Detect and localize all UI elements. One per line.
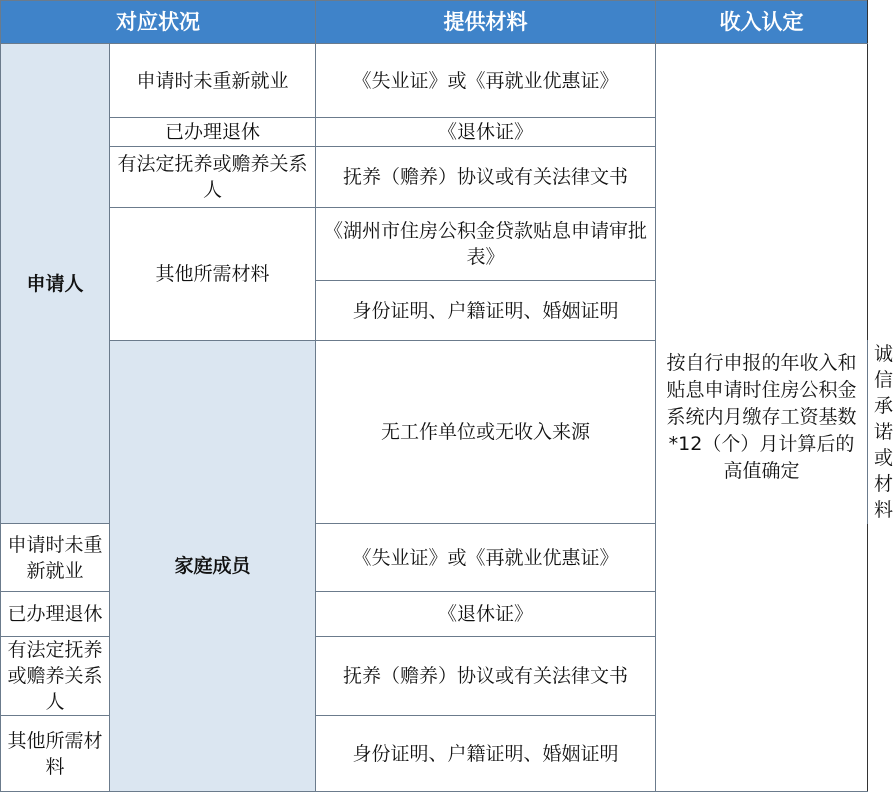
- situation-cell: 其他所需材料: [110, 208, 316, 341]
- group-family: 家庭成员: [110, 341, 316, 792]
- material-cell: 《失业证》或《再就业优惠证》: [316, 44, 656, 118]
- material-cell: 《湖州市住房公积金贷款贴息申请审批表》: [316, 208, 656, 281]
- material-cell: 抚养（赡养）协议或有关法律文书: [316, 147, 656, 208]
- situation-cell: 申请时未重新就业: [1, 524, 110, 592]
- material-cell: 《退休证》: [316, 592, 656, 637]
- situation-cell: 申请时未重新就业: [110, 44, 316, 118]
- situation-cell: 有法定抚养或赡养关系人: [1, 637, 110, 716]
- group-applicant: 申请人: [1, 44, 110, 524]
- header-situation: 对应状况: [1, 1, 316, 44]
- situation-cell: 已办理退休: [1, 592, 110, 637]
- table-row: 家庭成员 无工作单位或无收入来源 诚信承诺或材料: [1, 341, 868, 524]
- table-row: [1, 44, 868, 118]
- situation-cell: 已办理退休: [110, 118, 316, 147]
- material-cell: 身份证明、户籍证明、婚姻证明: [316, 281, 656, 341]
- situation-cell: 其他所需材料: [1, 716, 110, 792]
- situation-cell: 无工作单位或无收入来源: [316, 341, 656, 524]
- situation-cell: 有法定抚养或赡养关系人: [110, 147, 316, 208]
- income-determination-cell: 按自行申报的年收入和贴息申请时住房公积金系统内月缴存工资基数*12（个）月计算后的高值确定: [656, 44, 868, 792]
- material-cell: 《退休证》: [316, 118, 656, 147]
- material-cell: 抚养（赡养）协议或有关法律文书: [316, 637, 656, 716]
- header-materials: 提供材料: [316, 1, 656, 44]
- header-income: 收入认定: [656, 1, 868, 44]
- material-cell: 《失业证》或《再就业优惠证》: [316, 524, 656, 592]
- material-cell: 身份证明、户籍证明、婚姻证明: [316, 716, 656, 792]
- header-row: [1, 1, 868, 44]
